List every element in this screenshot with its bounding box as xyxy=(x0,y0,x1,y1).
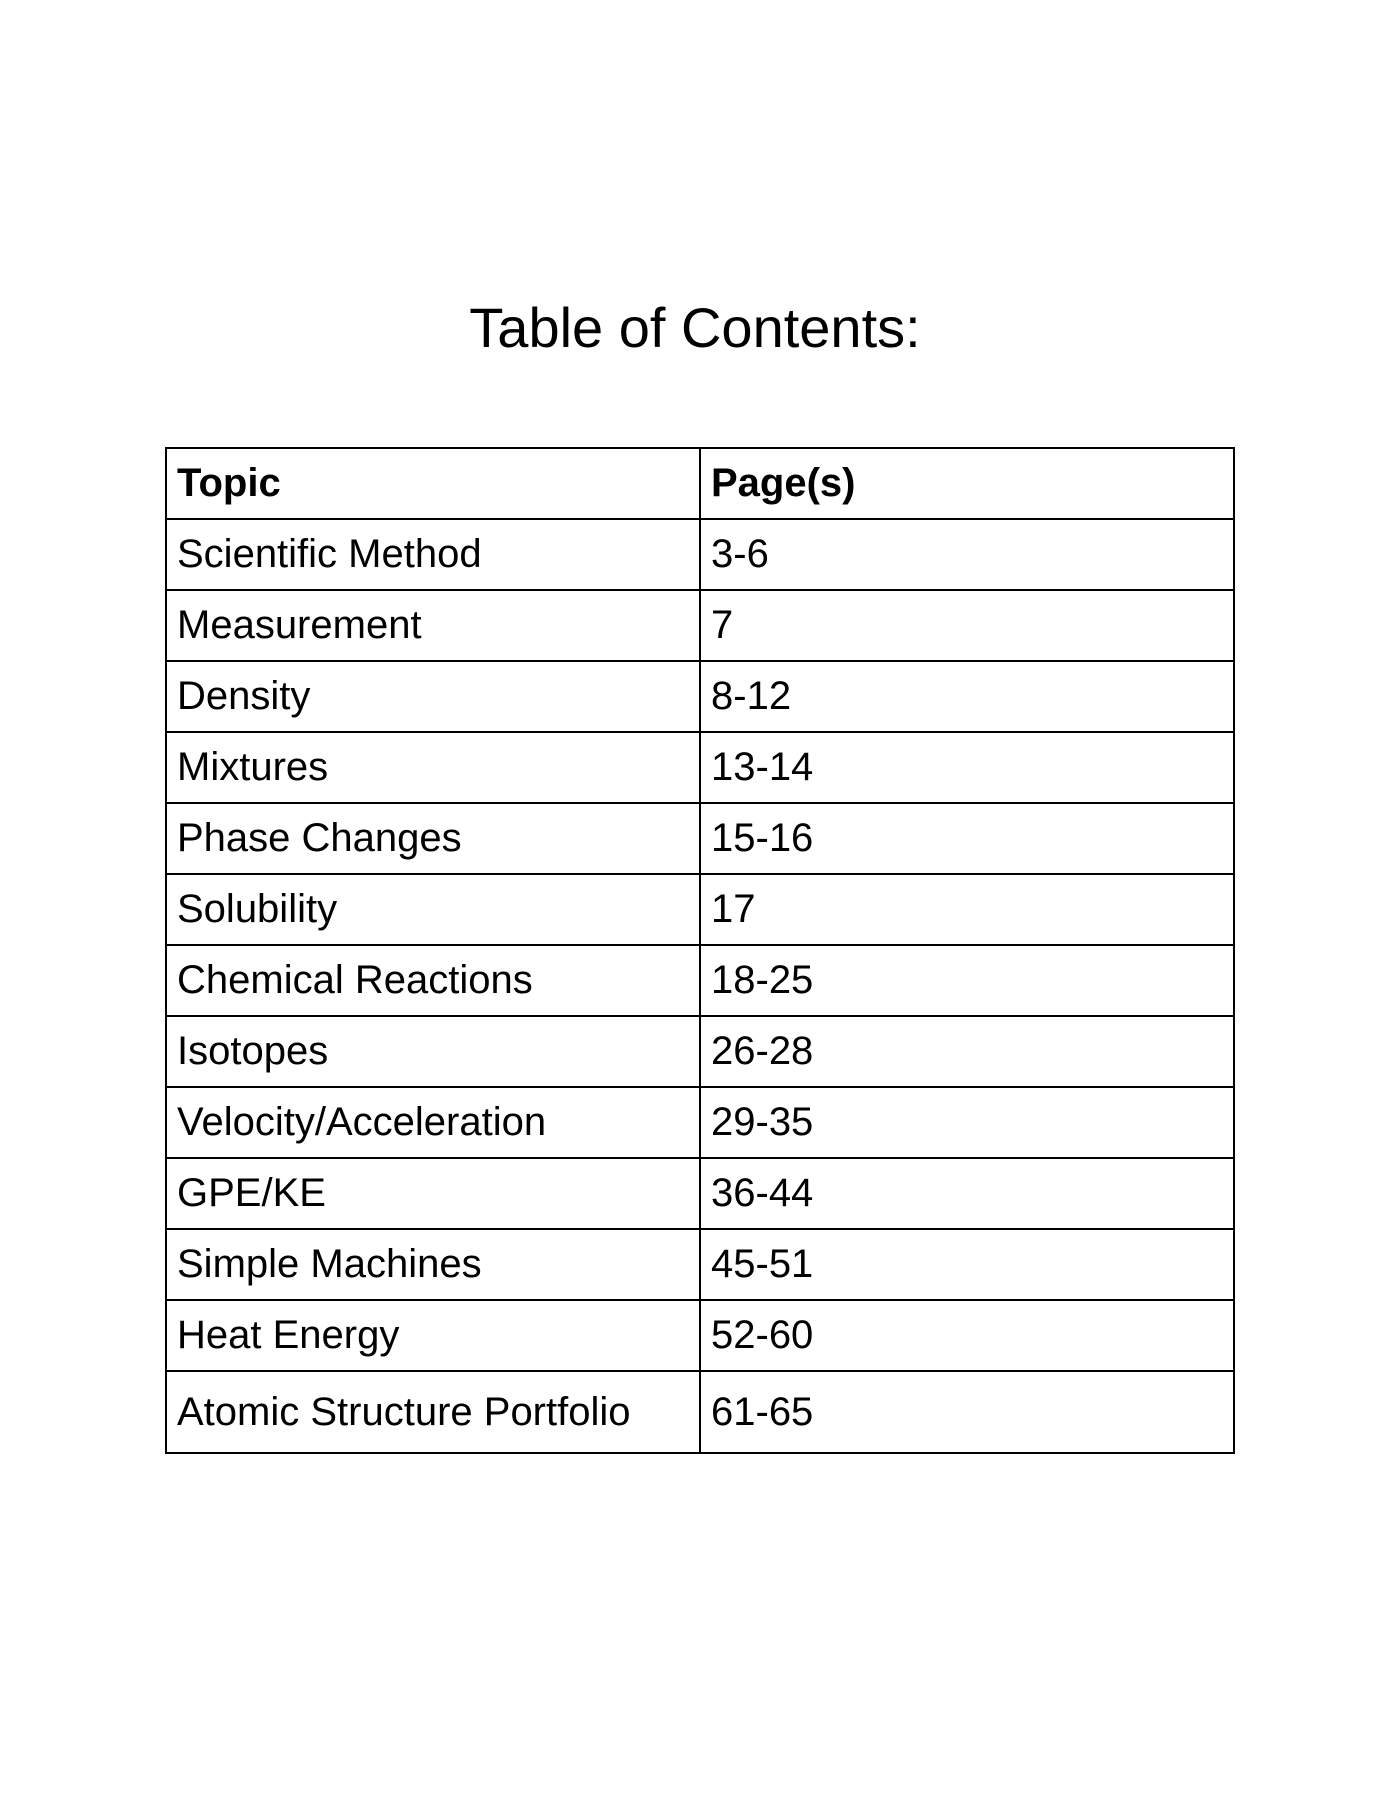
topic-cell: Simple Machines xyxy=(166,1229,700,1300)
pages-cell: 8-12 xyxy=(700,661,1234,732)
table-row xyxy=(166,732,1234,803)
pages-cell: 7 xyxy=(700,590,1234,661)
topic-cell: Velocity/Acceleration xyxy=(166,1087,700,1158)
toc-table xyxy=(165,447,1235,1454)
topic-cell: Isotopes xyxy=(166,1016,700,1087)
table-row xyxy=(166,803,1234,874)
topic-cell: Phase Changes xyxy=(166,803,700,874)
table-row xyxy=(166,1087,1234,1158)
table-row xyxy=(166,1371,1234,1453)
pages-cell: 26-28 xyxy=(700,1016,1234,1087)
topic-cell: Chemical Reactions xyxy=(166,945,700,1016)
table-row xyxy=(166,1300,1234,1371)
pages-cell: 15-16 xyxy=(700,803,1234,874)
pages-cell: 17 xyxy=(700,874,1234,945)
pages-cell: 61-65 xyxy=(700,1371,1234,1453)
pages-cell: 52-60 xyxy=(700,1300,1234,1371)
page-title: Table of Contents: xyxy=(469,296,921,359)
topic-cell: Scientific Method xyxy=(166,519,700,590)
pages-cell: 45-51 xyxy=(700,1229,1234,1300)
table-header-row xyxy=(166,448,1234,519)
pages-cell: 13-14 xyxy=(700,732,1234,803)
topic-cell: Mixtures xyxy=(166,732,700,803)
topic-cell: Heat Energy xyxy=(166,1300,700,1371)
table-row xyxy=(166,519,1234,590)
topic-cell: GPE/KE xyxy=(166,1158,700,1229)
table-row xyxy=(166,1158,1234,1229)
table-row xyxy=(166,874,1234,945)
pages-cell: 29-35 xyxy=(700,1087,1234,1158)
pages-cell: 18-25 xyxy=(700,945,1234,1016)
topic-cell: Atomic Structure Portfolio xyxy=(166,1371,700,1453)
table-row xyxy=(166,590,1234,661)
pages-cell: 36-44 xyxy=(700,1158,1234,1229)
header-topic: Topic xyxy=(166,448,700,519)
topic-cell: Density xyxy=(166,661,700,732)
pages-cell: 3-6 xyxy=(700,519,1234,590)
header-pages: Page(s) xyxy=(700,448,1234,519)
topic-cell: Solubility xyxy=(166,874,700,945)
topic-cell: Measurement xyxy=(166,590,700,661)
table-row xyxy=(166,945,1234,1016)
table-row xyxy=(166,1016,1234,1087)
table-row xyxy=(166,1229,1234,1300)
table-row xyxy=(166,661,1234,732)
